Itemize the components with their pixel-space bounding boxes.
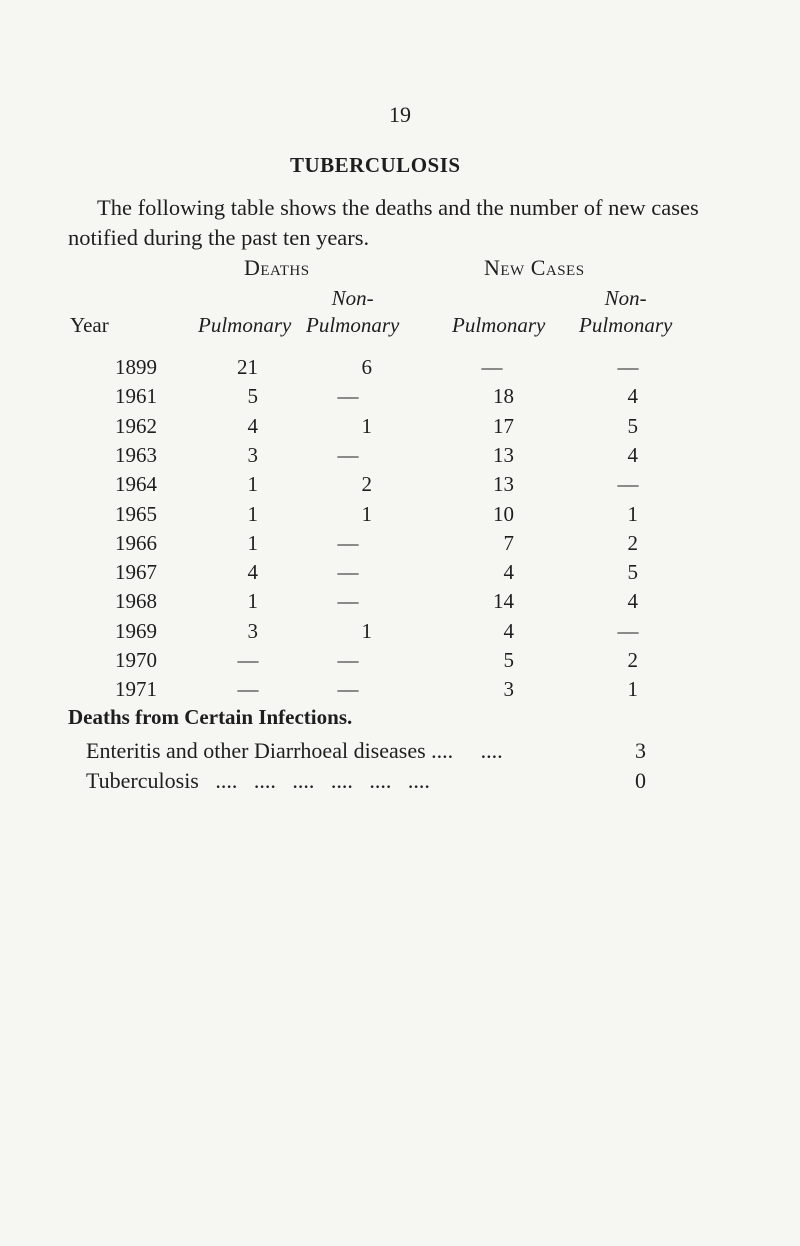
cell-cases-pulmonary: 4 [503,560,514,585]
cell-cases-non-pulmonary: 2 [627,648,638,672]
infection-value: 3 [635,738,646,763]
infection-row-enteritis [86,738,646,768]
cell-year: 1971 [115,677,157,702]
cell-year: 1968 [115,589,157,614]
table-row [0,677,800,707]
cell-cases-non-pulmonary: 4 [627,589,638,614]
cell-deaths-pulmonary: 21 [237,355,258,379]
column-header-cases-non-pulmonary: Non- Pulmonary [579,286,673,337]
cell-cases-pulmonary: 13 [493,472,514,497]
column-header-cases-pulmonary: Pulmonary [452,313,546,337]
cell-deaths-non-pulmonary: — [337,589,359,614]
table-row [0,648,800,678]
cell-cases-non-pulmonary: 5 [627,560,638,585]
cell-deaths-pulmonary: — [237,648,259,672]
cell-year: 1962 [115,413,157,438]
cell-cases-pulmonary: 18 [493,384,514,409]
cell-cases-non-pulmonary: 1 [627,501,638,526]
infection-value: 0 [635,768,646,793]
cell-year: 1964 [115,472,157,497]
table-row [0,502,800,532]
cell-year: 1899 [115,355,157,379]
cell-cases-pulmonary: — [481,355,503,379]
table-row [0,472,800,502]
cell-cases-non-pulmonary: 4 [627,384,638,409]
cell-cases-non-pulmonary: 1 [627,677,638,702]
intro-paragraph: The following table shows the deaths and the number of new cases notified during the past ten years. [68,195,699,250]
cell-deaths-pulmonary: 4 [247,413,258,438]
cell-deaths-non-pulmonary: — [337,677,359,702]
group-heading-new-cases: New Cases [484,255,585,280]
cell-year: 1967 [115,560,157,585]
page-number: 19 [389,102,411,127]
table-row [0,384,800,414]
cell-deaths-pulmonary: 3 [247,442,258,467]
cell-cases-non-pulmonary: 4 [627,442,638,467]
cell-deaths-pulmonary: 5 [247,384,258,409]
table-row [0,355,800,385]
column-header-year: Year [70,313,109,337]
group-heading-deaths: Deaths [244,255,310,280]
cell-cases-pulmonary: 10 [493,501,514,526]
cell-deaths-pulmonary: 1 [247,501,258,526]
infection-label: Tuberculosis .... .... .... .... .... .... [86,768,430,793]
cell-deaths-pulmonary: — [237,677,259,702]
cell-deaths-non-pulmonary: — [337,648,359,672]
cell-cases-non-pulmonary: 2 [627,530,638,555]
cell-year: 1961 [115,384,157,409]
cell-deaths-pulmonary: 4 [247,560,258,585]
table-row [0,531,800,561]
infections-title: Deaths from Certain Infections. [68,705,353,729]
cell-cases-non-pulmonary: — [617,355,639,379]
cell-deaths-pulmonary: 1 [247,472,258,497]
cell-deaths-non-pulmonary: — [337,560,359,585]
cell-year: 1965 [115,501,157,526]
infection-row-tuberculosis [86,768,646,798]
cell-deaths-non-pulmonary: 1 [361,413,372,438]
cell-cases-pulmonary: 3 [503,677,514,702]
cell-deaths-pulmonary: 1 [247,589,258,614]
cell-deaths-non-pulmonary: 2 [361,472,372,497]
column-header-deaths-pulmonary: Pulmonary [198,313,292,337]
infection-label: Enteritis and other Diarrhoeal diseases .... .... [86,738,503,763]
cell-cases-non-pulmonary: 5 [627,413,638,438]
cell-cases-pulmonary: 13 [493,442,514,467]
cell-cases-pulmonary: 5 [503,648,514,672]
cell-cases-pulmonary: 7 [503,530,514,555]
cell-deaths-non-pulmonary: — [337,530,359,555]
table-row [0,414,800,444]
cell-year: 1969 [115,618,157,643]
cell-cases-non-pulmonary: — [617,618,639,643]
cell-deaths-non-pulmonary: — [337,442,359,467]
cell-deaths-non-pulmonary: 6 [361,355,372,379]
cell-year: 1970 [115,648,157,672]
table-row [0,560,800,590]
cell-deaths-pulmonary: 1 [247,530,258,555]
table-row [0,589,800,619]
cell-deaths-non-pulmonary: — [337,384,359,409]
cell-deaths-non-pulmonary: 1 [361,501,372,526]
cell-cases-pulmonary: 4 [503,618,514,643]
cell-deaths-non-pulmonary: 1 [361,618,372,643]
column-header-deaths-non-pulmonary: Non- Pulmonary [306,286,400,337]
cell-deaths-pulmonary: 3 [247,618,258,643]
table-row [0,619,800,649]
cell-year: 1963 [115,442,157,467]
cell-cases-non-pulmonary: — [617,472,639,497]
cell-cases-pulmonary: 17 [493,413,514,438]
cell-cases-pulmonary: 14 [493,589,514,614]
section-title: TUBERCULOSIS [290,153,461,177]
table-row [0,443,800,473]
cell-year: 1966 [115,530,157,555]
